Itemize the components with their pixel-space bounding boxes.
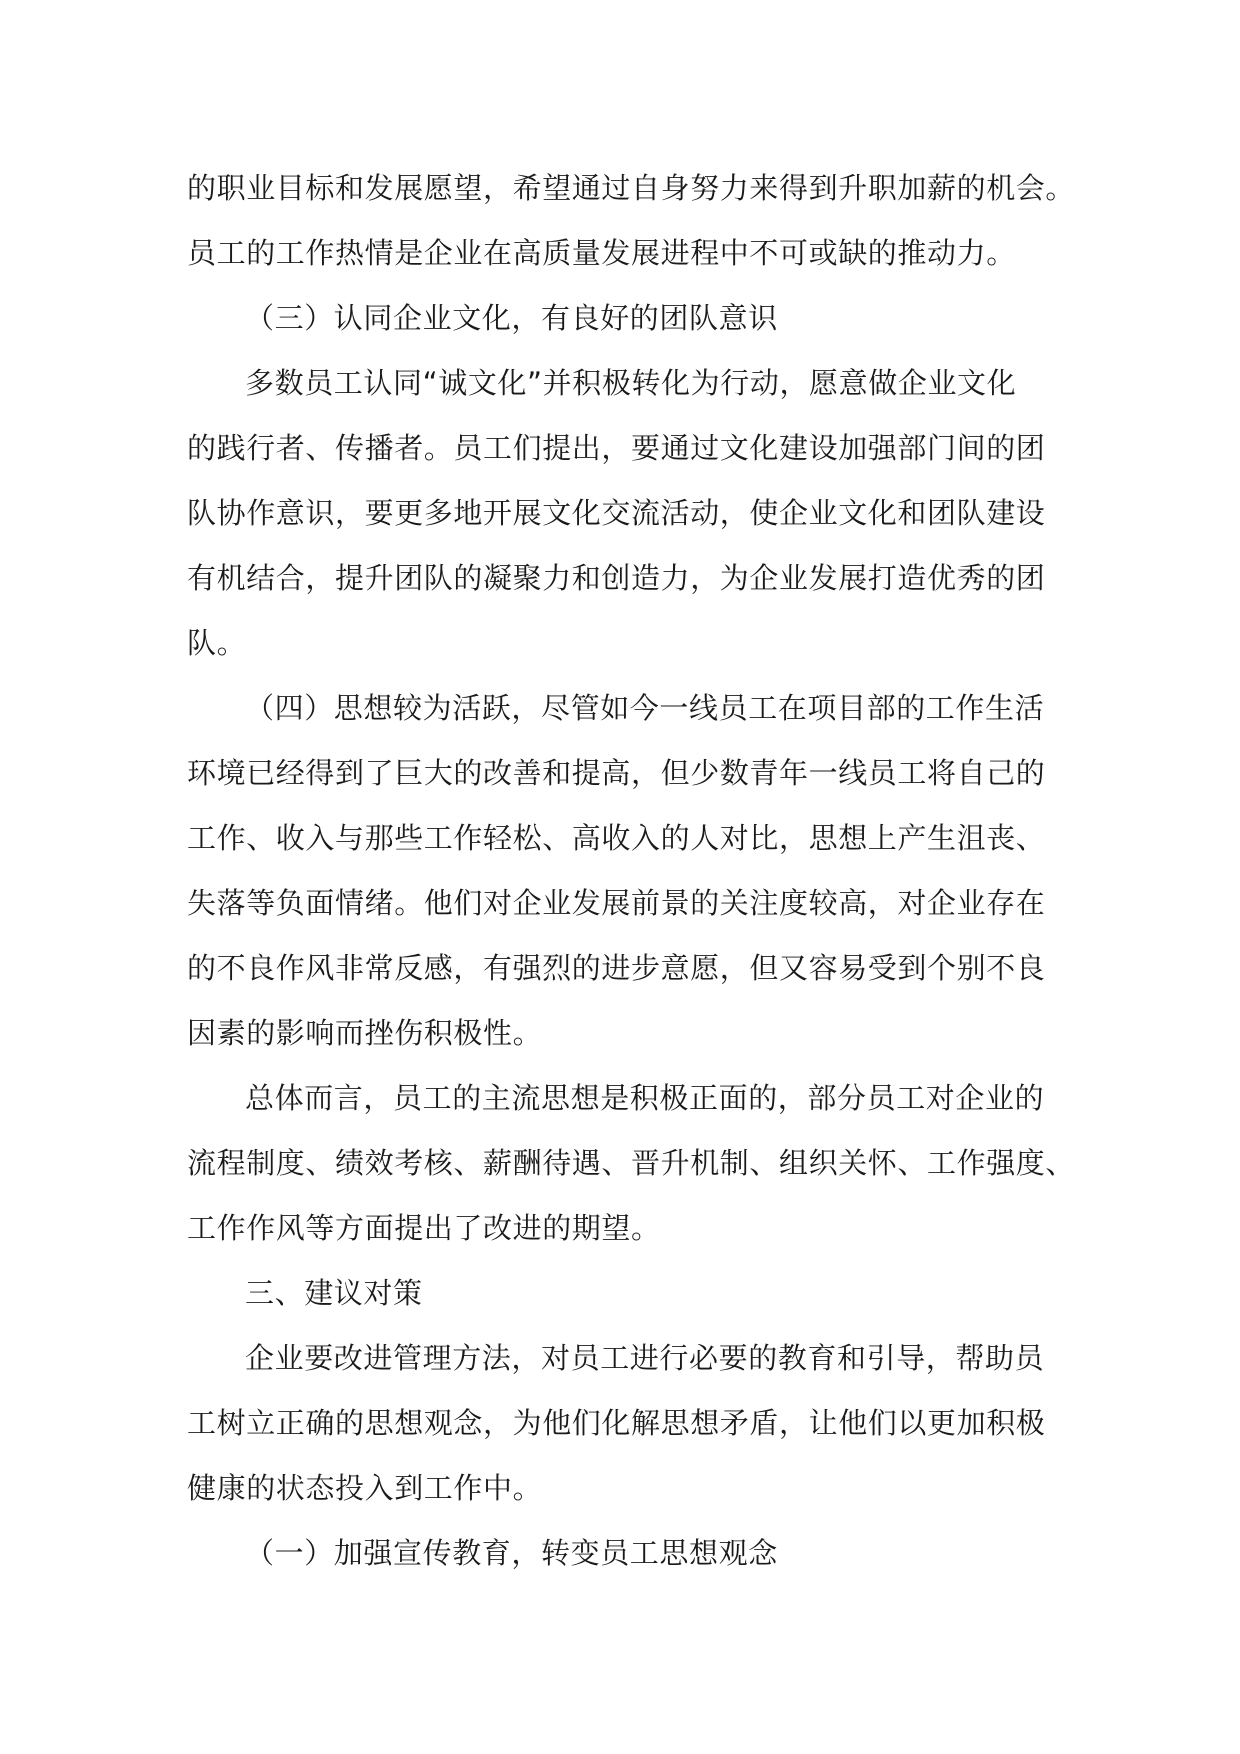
text-line: 的职业目标和发展愿望，希望通过自身努力来得到升职加薪的机会。 (187, 171, 1076, 205)
section-heading: （四）思想较为活跃，尽管如今一线员工在项目部的工作生活 (245, 691, 1045, 725)
text-line: 失落等负面情绪。他们对企业发展前景的关注度较高，对企业存在 (187, 886, 1046, 920)
text-line: 的践行者、传播者。员工们提出，要通过文化建设加强部门间的团 (187, 431, 1046, 465)
text-line: 工作作风等方面提出了改进的期望。 (187, 1211, 661, 1245)
text-line: 有机结合，提升团队的凝聚力和创造力，为企业发展打造优秀的团 (187, 561, 1046, 595)
text-line: 健康的状态投入到工作中。 (187, 1471, 543, 1505)
section-heading: 三、建议对策 (245, 1276, 423, 1310)
text-line: 多数员工认同“诚文化”并积极转化为行动，愿意做企业文化 (245, 366, 1017, 400)
section-heading: （一）加强宣传教育，转变员工思想观念 (245, 1536, 778, 1570)
text-line: 因素的影响而挫伤积极性。 (187, 1016, 543, 1050)
text-line: 的不良作风非常反感，有强烈的进步意愿，但又容易受到个别不良 (187, 951, 1046, 985)
text-line: 队。 (187, 626, 247, 660)
document-body (187, 168, 1076, 1598)
text-line: 员工的工作热情是企业在高质量发展进程中不可或缺的推动力。 (187, 236, 1016, 270)
text-line: 企业要改进管理方法，对员工进行必要的教育和引导，帮助员 (245, 1341, 1045, 1375)
section-heading: （三）认同企业文化，有良好的团队意识 (245, 301, 778, 335)
text-line: 工作、收入与那些工作轻松、高收入的人对比，思想上产生沮丧、 (187, 821, 1046, 855)
text-line: 总体而言，员工的主流思想是积极正面的，部分员工对企业的 (245, 1081, 1045, 1115)
text-line: 流程制度、绩效考核、薪酬待遇、晋升机制、组织关怀、工作强度、 (187, 1146, 1076, 1180)
text-line: 队协作意识，要更多地开展文化交流活动，使企业文化和团队建设 (187, 496, 1046, 530)
text-line: 环境已经得到了巨大的改善和提高，但少数青年一线员工将自己的 (187, 756, 1046, 790)
text-line: 工树立正确的思想观念，为他们化解思想矛盾，让他们以更加积极 (187, 1406, 1046, 1440)
